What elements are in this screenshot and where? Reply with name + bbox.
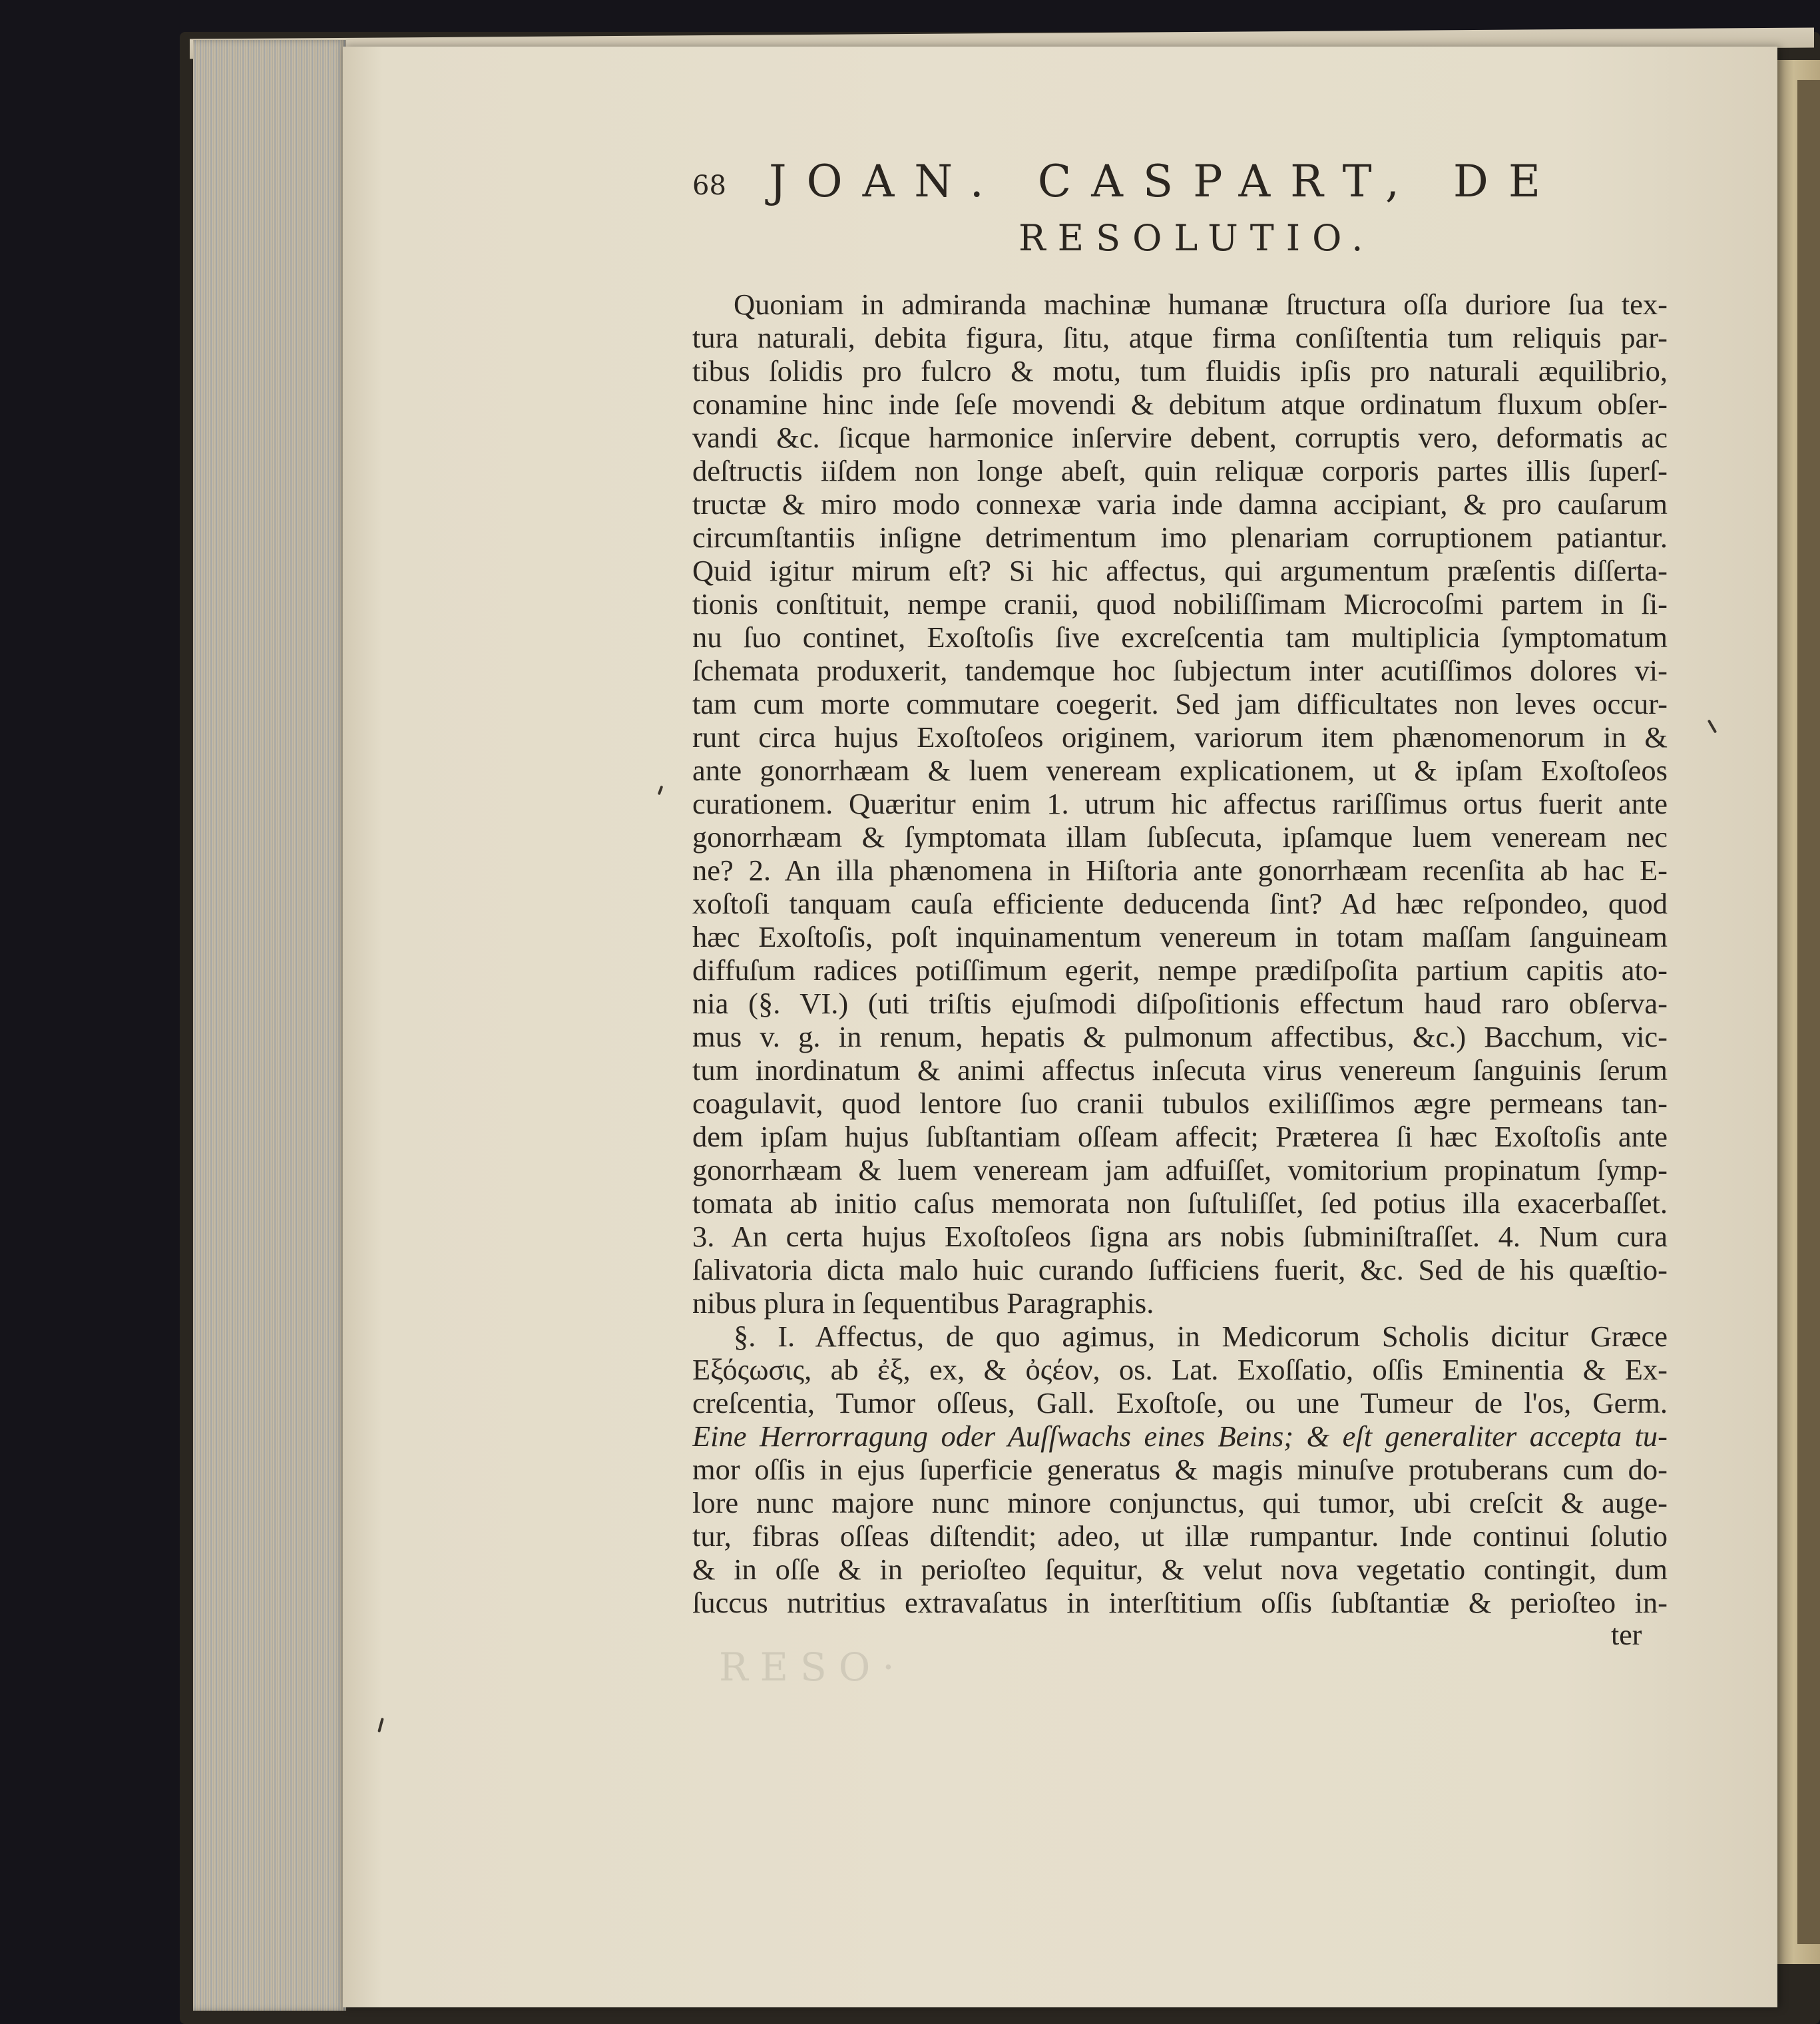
text-line: §. I. Affectus, de quo agimus, in Medicorum Scholis dicitur Græce	[734, 1320, 1668, 1353]
text-line: diffuſum radices potiſſimum egerit, nempe prædiſpoſita partium capitis ato-	[692, 953, 1668, 987]
text-line: nu ſuo continet, Exoſtoſis ſive excreſcentia tam multiplicia ſymptomatum	[692, 621, 1668, 654]
text-line: nia (§. VI.) (uti triſtis ejuſmodi diſpoſitionis effectum haud raro obſerva-	[692, 987, 1668, 1020]
text-line: conamine hinc inde ſeſe movendi & debitum atque ordinatum fluxum obſer-	[692, 387, 1668, 421]
text-line: ſchemata produxerit, tandemque hoc ſubjectum inter acutiſſimos dolores vi-	[692, 654, 1668, 687]
text-line: tomata ab initio caſus memorata non ſuſtuliſſet, ſed potius illa exacerbaſſet.	[692, 1186, 1668, 1220]
text-line: tructæ & miro modo connexæ varia inde damna accipiant, & pro cauſarum	[692, 487, 1668, 521]
binding-edge	[1797, 80, 1820, 1944]
text-line: runt circa hujus Exoſtoſeos originem, variorum item phænomenorum in &	[692, 720, 1668, 754]
text-line: Εξόςωσις, ab ἐξ, ex, & ὀςέον, os. Lat. Exoſſatio, oſſis Eminentia & Ex-	[692, 1353, 1668, 1386]
text-line: ſalivatoria dicta malo huic curando ſufficiens fuerit, &c. Sed de his quæſtio-	[692, 1253, 1668, 1286]
text-line: gonorrhæam & ſymptomata illam ſubſecuta, ipſamque luem veneream nec	[692, 820, 1668, 854]
text-line: nibus plura in ſequentibus Paragraphis.	[692, 1286, 1154, 1320]
text-line: gonorrhæam & luem veneream jam adfuiſſet, vomitorium propinatum ſymp-	[692, 1153, 1668, 1186]
text-line: ante gonorrhæam & luem veneream explicationem, ut & ipſam Exoſtoſeos	[692, 754, 1668, 787]
page-stack-edge	[193, 40, 346, 2011]
text-line: dem ipſam hujus ſubſtantiam oſſeam affecit; Præterea ſi hæc Exoſtoſis ante	[692, 1120, 1668, 1153]
text-line: creſcentia, Tumor oſſeus, Gall. Exoſtoſe, ou une Tumeur de l'os, Germ.	[692, 1386, 1668, 1419]
text-line: tura naturali, debita figura, ſitu, atque firma conſiſtentia tum reliquis par-	[692, 321, 1668, 354]
text-line: Eine Herrorragung oder Auſſwachs eines Beins; & eſt generaliter accepta tu-	[692, 1419, 1668, 1453]
text-line: deſtructis iiſdem non longe abeſt, quin reliquæ corporis partes illis ſuperſ-	[692, 454, 1668, 487]
text-line: tionis conſtituit, nempe cranii, quod nobiliſſimam Microcoſmi partem in ſi-	[692, 587, 1668, 621]
text-line: mor oſſis in ejus ſuperficie generatus & magis minuſve protuberans cum do-	[692, 1453, 1668, 1486]
text-line: Quid igitur mirum eſt? Si hic affectus, qui argumentum præſentis diſſerta-	[692, 554, 1668, 587]
text-line: coagulavit, quod lentore ſuo cranii tubulos exiliſſimos ægre permeans tan-	[692, 1087, 1668, 1120]
text-line: & in oſſe & in perioſteo ſequitur, & velut nova vegetatio contingit, dum	[692, 1553, 1668, 1586]
text-line: circumſtantiis inſigne detrimentum imo plenariam corruptionem patiantur.	[692, 521, 1668, 554]
text-line: ne? 2. An illa phænomena in Hiſtoria ante gonorrhæam recenſita ab hac E-	[692, 854, 1668, 887]
body-text	[692, 288, 1668, 1619]
header-title: JOAN. CASPART, DE	[769, 156, 1561, 207]
text-line: Quoniam in admiranda machinæ humanæ ſtructura oſſa duriore ſua tex-	[734, 288, 1668, 321]
catchword: ter	[1611, 1619, 1642, 1651]
page-number: 68	[692, 170, 726, 201]
text-line: lore nunc majore nunc minore conjunctus, qui tumor, ubi creſcit & auge-	[692, 1486, 1668, 1519]
text-line: xoſtoſi tanquam cauſa efficiente deducenda ſint? Ad hæc reſpondeo, quod	[692, 887, 1668, 920]
text-line: ſuccus nutritius extravaſatus in interſtitium oſſis ſubſtantiæ & perioſteo in-	[692, 1586, 1668, 1619]
text-line: 3. An certa hujus Exoſtoſeos ſigna ars nobis ſubminiſtraſſet. 4. Num cura	[692, 1220, 1668, 1253]
text-line: vandi &c. ſicque harmonice inſervire debent, corruptis vero, deformatis ac	[692, 421, 1668, 454]
text-line: hæc Exoſtoſis, poſt inquinamentum venereum in totam maſſam ſanguineam	[692, 920, 1668, 953]
text-line: tam cum morte commutare coegerit. Sed jam difficultates non leves occur-	[692, 687, 1668, 720]
text-line: tibus ſolidis pro fulcro & motu, tum fluidis ipſis pro naturali æquilibrio,	[692, 354, 1668, 387]
show-through-text: RESO·	[719, 1644, 907, 1690]
running-head	[692, 152, 1561, 212]
text-line: tum inordinatum & animi affectus inſecuta virus venereum ſanguinis ſerum	[692, 1053, 1668, 1087]
text-line: tur, fibras oſſeas diſtendit; adeo, ut illæ rumpantur. Inde continui ſolutio	[692, 1519, 1668, 1553]
section-heading: RESOLUTIO.	[1019, 217, 1375, 259]
text-line: mus v. g. in renum, hepatis & pulmonum affectibus, &c.) Bacchum, vic-	[692, 1020, 1668, 1053]
text-line: curationem. Quæritur enim 1. utrum hic affectus rariſſimus ortus fuerit ante	[692, 787, 1668, 820]
